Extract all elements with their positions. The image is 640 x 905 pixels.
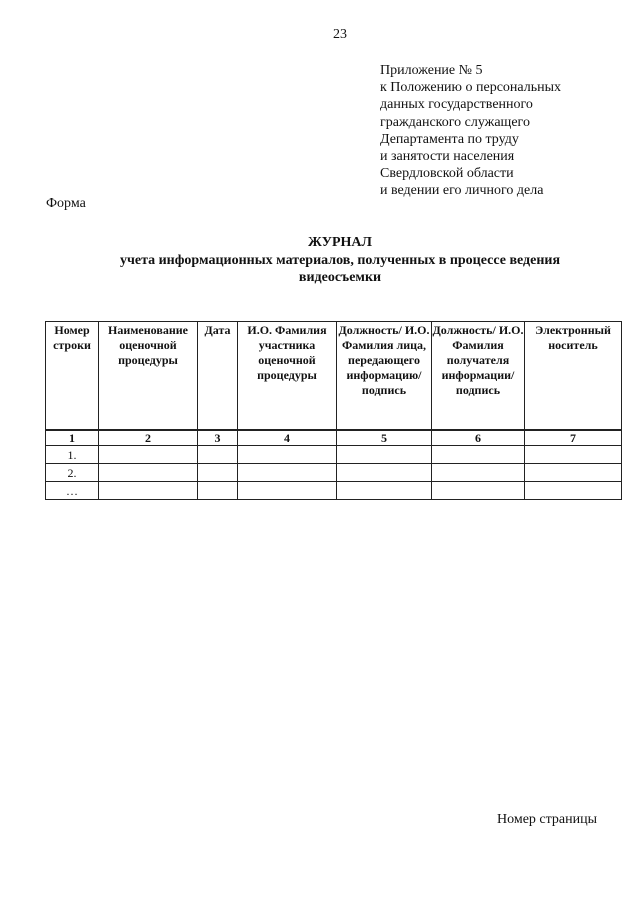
table-cell — [525, 446, 622, 464]
table-cell — [432, 482, 525, 500]
column-header: Наименование оценочной процедуры — [99, 322, 198, 431]
table-cell — [238, 464, 337, 482]
column-header: Должность/ И.О. Фамилия получателя информации/ подпись — [432, 322, 525, 431]
appendix-line: и ведении его личного дела — [380, 183, 544, 199]
table-cell — [198, 482, 238, 500]
column-number: 1 — [46, 430, 99, 446]
column-header: И.О. Фамилия участника оценочной процедуры — [238, 322, 337, 431]
table-cell — [337, 482, 432, 500]
table-cell — [99, 482, 198, 500]
table-cell — [99, 446, 198, 464]
column-number: 5 — [337, 430, 432, 446]
table-cell — [198, 464, 238, 482]
appendix-line: Приложение № 5 — [380, 63, 483, 78]
document-subtitle-line: учета информационных материалов, полученных в процессе ведения — [119, 252, 561, 268]
table-cell — [525, 482, 622, 500]
table-cell — [337, 464, 432, 482]
column-number-row — [46, 430, 622, 446]
appendix-line: данных государственного — [380, 97, 533, 113]
appendix-line: Департамента по труду — [380, 131, 519, 147]
column-number: 6 — [432, 430, 525, 446]
appendix-line: Свердловской области — [380, 166, 514, 182]
column-number: 7 — [525, 430, 622, 446]
appendix-line: гражданского служащего — [380, 114, 530, 130]
table-row — [46, 446, 622, 464]
table-row — [46, 464, 622, 482]
table-cell — [238, 446, 337, 464]
table-row — [46, 482, 622, 500]
page-number-footer: Номер страницы — [497, 812, 598, 827]
row-number: 1. — [46, 446, 99, 464]
column-number: 2 — [99, 430, 198, 446]
table-cell — [337, 446, 432, 464]
table-cell — [432, 446, 525, 464]
row-number: 2. — [46, 464, 99, 482]
column-number: 4 — [238, 430, 337, 446]
document-subtitle-line: видеосъемки — [298, 270, 382, 285]
appendix-line: и занятости населения — [380, 149, 515, 165]
table-cell — [99, 464, 198, 482]
journal-table — [45, 321, 622, 500]
column-number: 3 — [198, 430, 238, 446]
page-number: 23 — [333, 27, 347, 42]
appendix-line: к Положению о персональных — [380, 80, 562, 96]
column-header: Номер строки — [46, 322, 99, 431]
column-header: Дата — [198, 322, 238, 431]
table-cell — [198, 446, 238, 464]
column-header: Электронный носитель — [525, 322, 622, 431]
row-number: … — [46, 482, 99, 500]
document-title-block — [60, 234, 620, 287]
table-header-row — [46, 322, 622, 431]
table-cell — [238, 482, 337, 500]
document-title: ЖУРНАЛ — [308, 235, 372, 250]
table-cell — [525, 464, 622, 482]
table-cell — [432, 464, 525, 482]
appendix-reference — [380, 62, 561, 200]
form-label: Форма — [46, 196, 86, 211]
column-header: Должность/ И.О. Фамилия лица, передающего информацию/ подпись — [337, 322, 432, 431]
